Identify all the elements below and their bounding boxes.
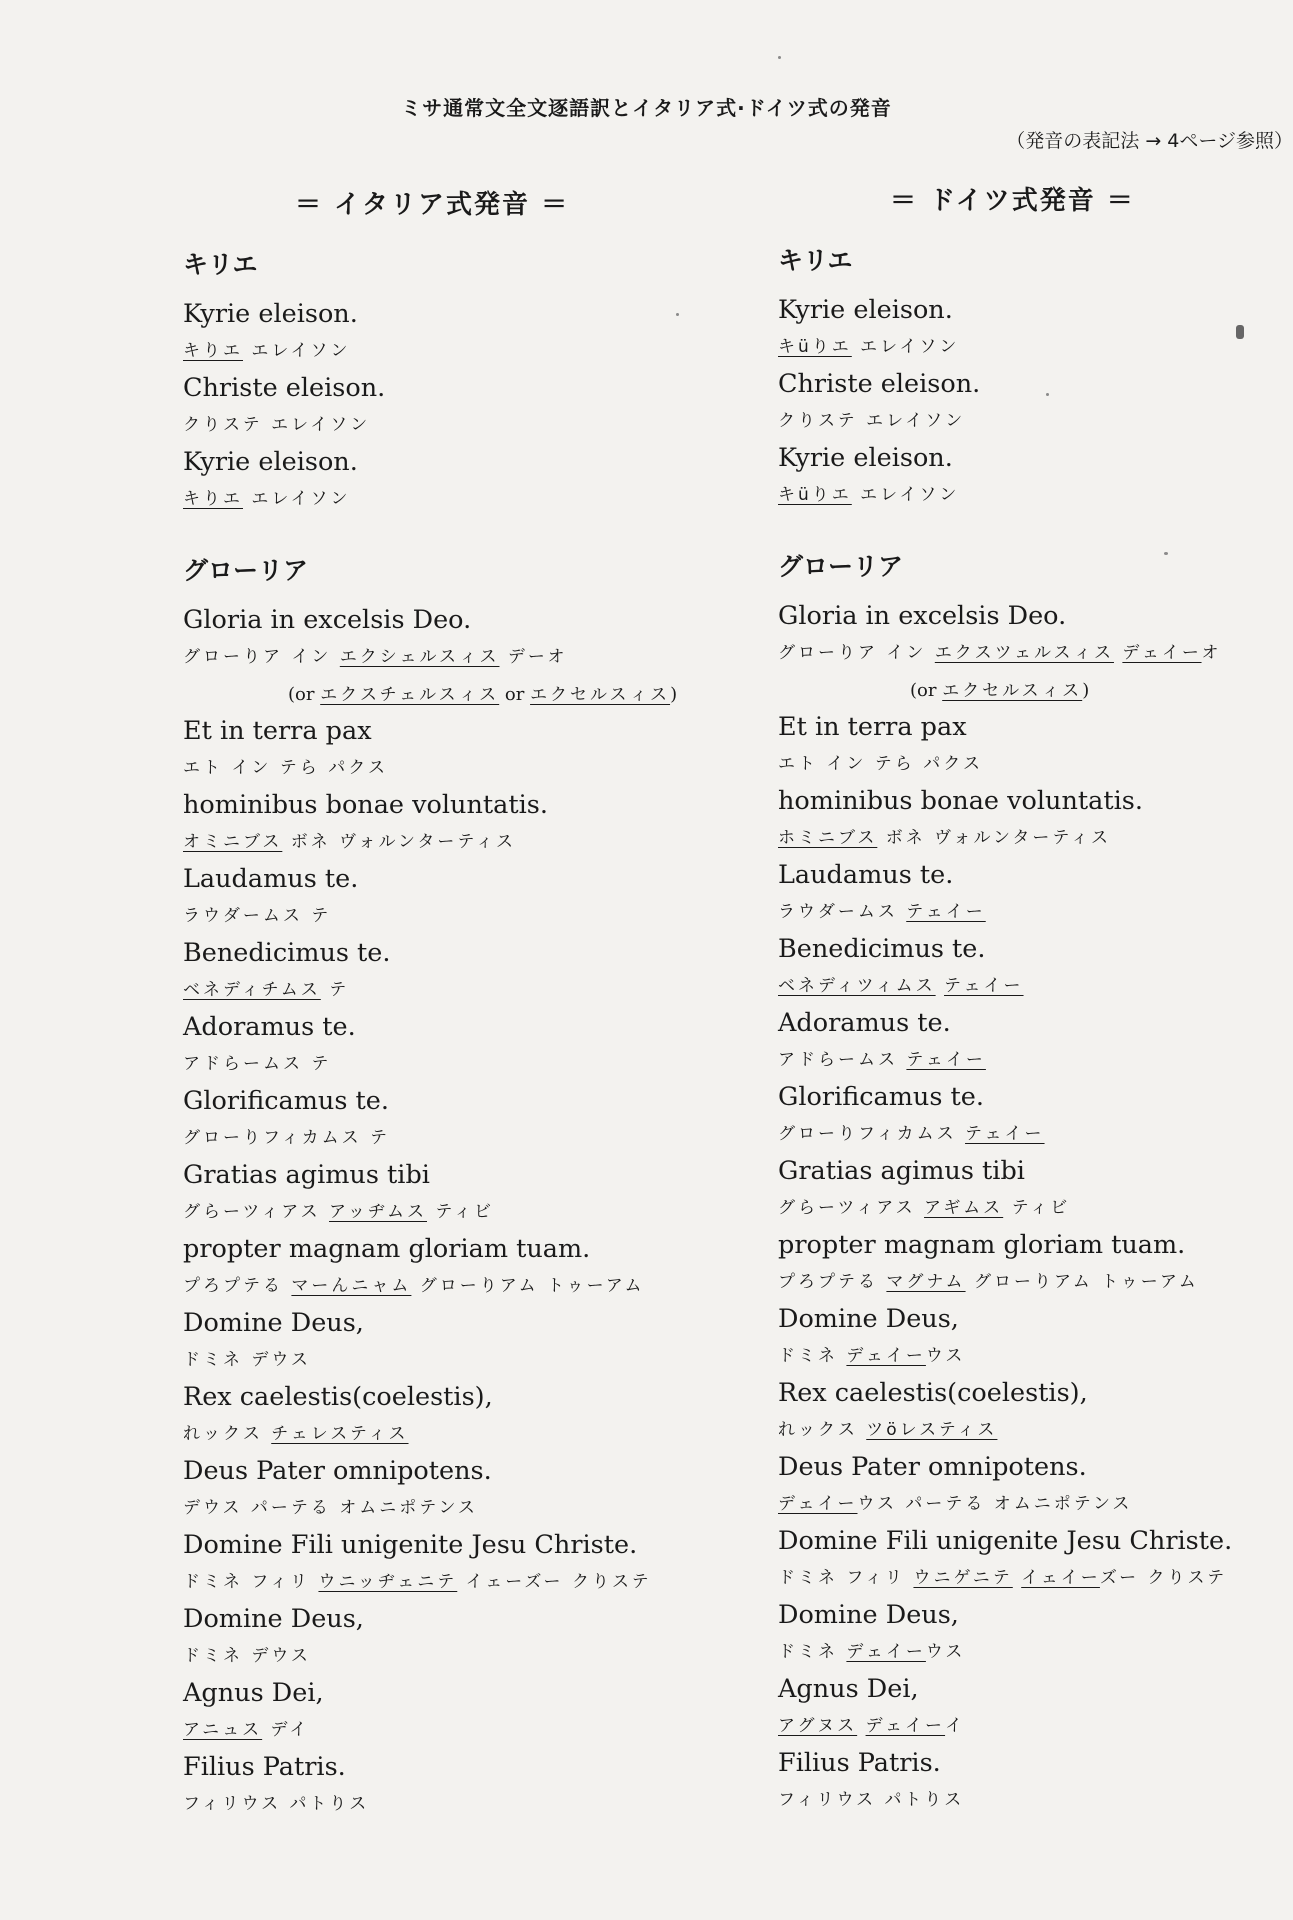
kana-pronunciation xyxy=(778,1708,1293,1745)
pronunciation-segment: れックス xyxy=(183,1424,272,1444)
pronunciation-segment: アドらームス テ xyxy=(183,1054,332,1074)
underlined-syllables: キりエ xyxy=(183,489,243,509)
underlined-syllables: アグヌス xyxy=(778,1716,858,1736)
underlined-syllables: デェイー xyxy=(778,1494,858,1514)
scan-speck xyxy=(1236,325,1244,339)
underlined-syllables: ツöレスティス xyxy=(866,1420,998,1440)
pronunciation-segment: or xyxy=(499,684,531,705)
pronunciation-segment: ドミネ フィリ xyxy=(778,1568,914,1588)
kana-pronunciation xyxy=(183,1786,823,1823)
underlined-syllables: マーんニャム xyxy=(291,1276,412,1296)
kana-pronunciation xyxy=(778,1338,1293,1375)
kana-pronunciation xyxy=(183,639,823,676)
italian-kyrie-section xyxy=(183,248,823,518)
latin-line: Filius Patris. xyxy=(778,1748,941,1778)
kana-pronunciation xyxy=(183,824,823,861)
pronunciation-segment: エレイソン xyxy=(243,341,351,361)
latin-line: Domine Fili unigenite Jesu Christe. xyxy=(778,1526,1233,1556)
pronunciation-segment: フィリウス パトりス xyxy=(183,1794,370,1814)
kana-pronunciation xyxy=(183,1120,823,1157)
underlined-syllables: ウニッヂェニテ xyxy=(318,1572,458,1592)
kana-pronunciation xyxy=(183,898,823,935)
underlined-syllables: エクスツェルスィス xyxy=(934,643,1114,663)
latin-line: Glorificamus te. xyxy=(183,1086,389,1116)
latin-line: Christe eleison. xyxy=(183,373,386,403)
kana-pronunciation xyxy=(778,1412,1293,1449)
underlined-syllables: エクセルスィス xyxy=(942,681,1083,701)
pronunciation-segment: ウス xyxy=(925,1642,966,1662)
latin-line: Gloria in excelsis Deo. xyxy=(778,601,1067,631)
german-kyrie-title: キリエ xyxy=(778,246,853,275)
pronunciation-segment: フィリウス パトりス xyxy=(778,1790,965,1810)
latin-line: Laudamus te. xyxy=(778,860,954,890)
pronunciation-segment: ティビ xyxy=(1003,1198,1071,1218)
pronunciation-segment: れックス xyxy=(778,1420,867,1440)
pronunciation-segment: グローりフィカムス テ xyxy=(183,1128,391,1148)
pronunciation-segment: ラウダームス xyxy=(778,902,907,922)
kana-pronunciation xyxy=(778,1190,1293,1227)
latin-line: Deus Pater omnipotens. xyxy=(183,1456,492,1486)
italian-gloria-title: グローリア xyxy=(183,556,309,585)
latin-line: Agnus Dei, xyxy=(778,1674,919,1704)
kana-pronunciation xyxy=(778,1042,1293,1079)
underlined-syllables: テェイー xyxy=(906,1050,986,1070)
kana-pronunciation xyxy=(183,1046,823,1083)
latin-line: Domine Deus, xyxy=(183,1604,364,1634)
pronunciation-segment: グらーツィアス xyxy=(183,1202,330,1222)
scan-speck xyxy=(778,56,781,59)
kana-pronunciation xyxy=(183,1268,823,1305)
latin-line: Gratias agimus tibi xyxy=(183,1160,430,1190)
latin-line: Benedicimus te. xyxy=(183,938,391,968)
pronunciation-segment xyxy=(857,1716,865,1736)
underlined-syllables: エクセルスィス xyxy=(530,685,671,705)
scan-speck xyxy=(676,313,679,316)
kana-pronunciation xyxy=(778,1116,1293,1153)
kana-pronunciation xyxy=(183,481,823,518)
kana-pronunciation xyxy=(183,1712,823,1749)
underlined-syllables: デェイー xyxy=(865,1716,946,1736)
underlined-syllables: テェイー xyxy=(906,902,986,922)
pronunciation-segment: プろプテる xyxy=(183,1276,292,1296)
pronunciation-segment: ドミネ デウス xyxy=(183,1350,311,1370)
underlined-syllables: テェイー xyxy=(965,1124,1045,1144)
pronunciation-segment: エト イン テら パクス xyxy=(183,758,389,778)
kana-pronunciation xyxy=(778,1486,1293,1523)
pronunciation-segment: グローりアム トゥーアム xyxy=(965,1272,1199,1292)
german-gloria-title: グローリア xyxy=(778,552,904,581)
underlined-syllables: エクスチェルスィス xyxy=(320,685,500,705)
kana-pronunciation xyxy=(778,968,1293,1005)
pronunciation-segment: アドらームス xyxy=(778,1050,907,1070)
latin-line: Kyrie eleison. xyxy=(183,299,358,329)
pronunciation-segment: ) xyxy=(1082,680,1090,701)
underlined-syllables: マグナム xyxy=(886,1272,966,1292)
alternative-pronunciation xyxy=(778,672,1293,709)
latin-line: Adoramus te. xyxy=(183,1012,356,1042)
kana-pronunciation xyxy=(778,1782,1293,1819)
kana-pronunciation xyxy=(778,477,1293,514)
underlined-syllables: オミニブス xyxy=(183,832,283,852)
latin-line: Et in terra pax xyxy=(183,716,372,746)
latin-line: Kyrie eleison. xyxy=(778,443,953,473)
italian-column-header: ＝ イタリア式発音 ＝ xyxy=(295,190,570,220)
pronunciation-segment: デーオ xyxy=(499,647,568,667)
latin-line: Glorificamus te. xyxy=(778,1082,984,1112)
pronunciation-segment: ウス パーテる オムニポテンス xyxy=(857,1494,1133,1514)
latin-line: propter magnam gloriam tuam. xyxy=(778,1230,1186,1260)
pronunciation-segment: エレイソン xyxy=(243,489,351,509)
latin-line: Rex caelestis(coelestis), xyxy=(183,1382,493,1412)
pronunciation-segment: オ xyxy=(1201,643,1222,663)
pronunciation-segment: デウス パーテる オムニポテンス xyxy=(183,1498,478,1518)
pronunciation-segment: ドミネ フィリ xyxy=(183,1572,319,1592)
kana-pronunciation xyxy=(183,750,823,787)
kana-pronunciation xyxy=(778,635,1293,672)
pronunciation-segment: クりステ エレイソン xyxy=(778,411,966,431)
pronunciation-segment: グローりフィカムス xyxy=(778,1124,966,1144)
pronunciation-segment xyxy=(936,976,944,996)
latin-line: Domine Deus, xyxy=(183,1308,364,1338)
latin-line: Filius Patris. xyxy=(183,1752,346,1782)
underlined-syllables: テェイー xyxy=(944,976,1024,996)
kana-pronunciation xyxy=(778,329,1293,366)
pronunciation-segment: テ xyxy=(320,980,350,1000)
german-gloria-section xyxy=(778,550,1293,1819)
kana-pronunciation xyxy=(183,1416,823,1453)
kana-pronunciation xyxy=(183,333,823,370)
latin-line: Adoramus te. xyxy=(778,1008,951,1038)
latin-line: Rex caelestis(coelestis), xyxy=(778,1378,1088,1408)
german-kyrie-section xyxy=(778,244,1293,514)
german-kyrie-lines xyxy=(778,292,1293,514)
pronunciation-segment: ドミネ デウス xyxy=(183,1646,311,1666)
underlined-syllables: チェレスティス xyxy=(271,1424,409,1444)
latin-line: Gratias agimus tibi xyxy=(778,1156,1025,1186)
pronunciation-reference-note: （発音の表記法 → 4ページ参照） xyxy=(1006,130,1293,152)
latin-line: hominibus bonae voluntatis. xyxy=(778,786,1143,816)
latin-line: Kyrie eleison. xyxy=(778,295,953,325)
underlined-syllables: アギムス xyxy=(924,1198,1004,1218)
underlined-syllables: デェイー xyxy=(1122,643,1202,663)
latin-line: Kyrie eleison. xyxy=(183,447,358,477)
pronunciation-segment: ティビ xyxy=(427,1202,495,1222)
pronunciation-segment: ドミネ xyxy=(778,1642,847,1662)
italian-gloria-section xyxy=(183,554,823,1823)
underlined-syllables: デェイー xyxy=(846,1642,926,1662)
pronunciation-segment: グローりア イン xyxy=(778,643,935,663)
underlined-syllables: ベネディツィムス xyxy=(778,976,936,996)
underlined-syllables: アッヂムス xyxy=(329,1202,427,1222)
pronunciation-segment: グローりアム トゥーアム xyxy=(411,1276,645,1296)
latin-line: Deus Pater omnipotens. xyxy=(778,1452,1087,1482)
latin-line: Laudamus te. xyxy=(183,864,359,894)
pronunciation-segment: イ xyxy=(945,1716,966,1736)
scan-speck xyxy=(1164,552,1168,555)
latin-line: propter magnam gloriam tuam. xyxy=(183,1234,591,1264)
latin-line: Domine Fili unigenite Jesu Christe. xyxy=(183,1530,638,1560)
page-title: ミサ通常文全文逐語訳とイタリア式·ドイツ式の発音 xyxy=(401,96,892,120)
kana-pronunciation xyxy=(183,407,823,444)
kana-pronunciation xyxy=(778,894,1293,931)
underlined-syllables: アニュス xyxy=(183,1720,263,1740)
german-column-header: ＝ ドイツ式発音 ＝ xyxy=(890,186,1135,216)
pronunciation-segment: ボネ ヴォルンターティス xyxy=(282,832,516,852)
pronunciation-segment xyxy=(1013,1568,1021,1588)
pronunciation-segment: ラウダームス テ xyxy=(183,906,332,926)
latin-line: Agnus Dei, xyxy=(183,1678,324,1708)
kana-pronunciation xyxy=(183,1564,823,1601)
kana-pronunciation xyxy=(778,746,1293,783)
kana-pronunciation xyxy=(183,1490,823,1527)
pronunciation-segment: ウス xyxy=(925,1346,966,1366)
underlined-syllables: ホミニブス xyxy=(778,828,878,848)
latin-line: Christe eleison. xyxy=(778,369,981,399)
pronunciation-segment: (or xyxy=(288,684,321,705)
underlined-syllables: ベネディチムス xyxy=(183,980,321,1000)
underlined-syllables: キりエ xyxy=(183,341,243,361)
pronunciation-segment: ズー クりステ xyxy=(1099,1568,1228,1588)
latin-line: Domine Deus, xyxy=(778,1600,959,1630)
underlined-syllables: エクシェルスィス xyxy=(339,647,500,667)
pronunciation-segment: エト イン テら パクス xyxy=(778,754,984,774)
italian-kyrie-lines xyxy=(183,296,823,518)
kana-pronunciation xyxy=(183,1638,823,1675)
pronunciation-segment: エレイソン xyxy=(851,485,960,505)
latin-line: Et in terra pax xyxy=(778,712,967,742)
pronunciation-segment: ) xyxy=(670,684,678,705)
pronunciation-segment: クりステ エレイソン xyxy=(183,415,371,435)
pronunciation-segment: デイ xyxy=(262,1720,310,1740)
latin-line: Benedicimus te. xyxy=(778,934,986,964)
latin-line: Gloria in excelsis Deo. xyxy=(183,605,472,635)
underlined-syllables: ウニゲニテ xyxy=(913,1568,1013,1588)
kana-pronunciation xyxy=(778,1560,1293,1597)
italian-kyrie-title: キリエ xyxy=(183,250,258,279)
underlined-syllables: デェイー xyxy=(846,1346,926,1366)
kana-pronunciation xyxy=(778,820,1293,857)
pronunciation-segment: エレイソン xyxy=(851,337,960,357)
underlined-syllables: キüりエ xyxy=(778,337,852,357)
underlined-syllables: イェイー xyxy=(1021,1568,1100,1588)
pronunciation-segment: プろプテる xyxy=(778,1272,887,1292)
pronunciation-segment: ドミネ xyxy=(778,1346,847,1366)
kana-pronunciation xyxy=(778,1264,1293,1301)
german-gloria-lines xyxy=(778,598,1293,1819)
kana-pronunciation xyxy=(183,1194,823,1231)
pronunciation-segment: (or xyxy=(910,680,943,701)
kana-pronunciation xyxy=(183,1342,823,1379)
latin-line: hominibus bonae voluntatis. xyxy=(183,790,548,820)
scan-speck xyxy=(1046,393,1049,396)
pronunciation-segment: ボネ ヴォルンターティス xyxy=(877,828,1111,848)
kana-pronunciation xyxy=(778,1634,1293,1671)
italian-gloria-lines xyxy=(183,602,823,1823)
pronunciation-segment: イェーズー クりステ xyxy=(457,1572,652,1592)
pronunciation-segment: グらーツィアス xyxy=(778,1198,925,1218)
kana-pronunciation xyxy=(183,972,823,1009)
pronunciation-segment: グローりア イン xyxy=(183,647,340,667)
alternative-pronunciation xyxy=(183,676,823,713)
underlined-syllables: キüりエ xyxy=(778,485,852,505)
latin-line: Domine Deus, xyxy=(778,1304,959,1334)
kana-pronunciation xyxy=(778,403,1293,440)
